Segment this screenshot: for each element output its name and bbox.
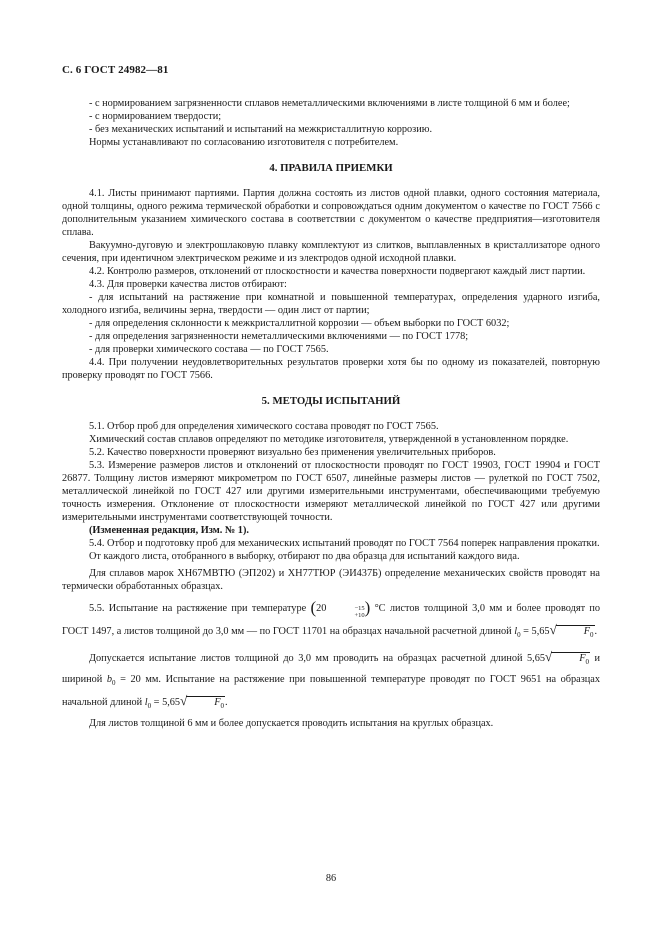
intro-item: - с нормированием загрязненности сплавов неметаллическими включениями в листе толщиной 6 мм и более; bbox=[89, 98, 570, 109]
intro-item: - без механических испытаний и испытаний на межкристаллитную коррозию. bbox=[89, 124, 433, 135]
paragraph-4-2: 4.2. Контролю размеров, отклонений от плоскостности и качества поверхности подвергают каждый лист партии. bbox=[89, 266, 586, 277]
gauge-length-formula: 5,65√ $F_0$ bbox=[527, 649, 589, 667]
page-header: С. 6 ГОСТ 24982—81 bbox=[62, 64, 169, 76]
intro-item: - с нормированием твердости; bbox=[89, 111, 222, 122]
paragraph-5-5-b: Допускается испытание листов толщиной до 3,0 мм проводить на образцах расчетной длиной 5,65√ $F_0$ и шириной $b_0 = 20$ мм. Испытание на растяжение при повышенной температуре проводят по ГОСТ 9651 на образцах начальной длиной $l_0 = 5,65√$ $F_0$. bbox=[62, 649, 601, 711]
gauge-length-formula: $l_0 = 5,65√$ $F_0$ bbox=[144, 693, 225, 711]
paragraph-4-1-b: Вакуумно-дуговую и электрошлаковую плавку комплектуют из слитков, выплавленных в кристаллизаторе одного сечения, при идентичном электрическом режиме и из электродов одной исходной плавки. bbox=[62, 240, 600, 264]
p55-text-b: °С листов толщиной 3,0 мм и более проводят по ГОСТ 1497, а листов толщиной до 3,0 мм — по ГОСТ 11701 на образцах начальной расчетной длиной bbox=[62, 603, 601, 637]
list-item-4-3: - для проверки химического состава — по ГОСТ 7565. bbox=[89, 344, 329, 355]
width-formula: $b_0$ bbox=[106, 674, 116, 688]
page-number: 86 bbox=[325, 873, 337, 884]
paragraph-4-1: 4.1. Листы принимают партиями. Партия должна состоять из листов одной плавки, одного состояния материала, одной толщины, одного режима термической обработки и сопровождаться одним документом о качестве по ГОСТ 7566 с дополнительным указанием химического состава в соответствии с документом о качестве предприятия—изготовителя сплава. bbox=[62, 188, 600, 238]
paragraph-5-2: 5.2. Качество поверхности проверяют визуально без применения увеличительных приборов. bbox=[89, 447, 496, 458]
temperature-formula: (20 −15 +10 ) bbox=[310, 598, 371, 619]
paragraph-5-5-c: Для листов толщиной 6 мм и более допускается проводить испытания на круглых образцах. bbox=[89, 718, 494, 729]
paragraph-4-3: 4.3. Для проверки качества листов отбирают: bbox=[89, 279, 287, 290]
paragraph-4-4: 4.4. При получении неудовлетворительных результатов проверки хотя бы по одному из показателей, повторную проверку проводят по ГОСТ 7566. bbox=[62, 357, 600, 381]
intro-note: Нормы устанавливают по согласованию изготовителя с потребителем. bbox=[89, 137, 399, 148]
document-page bbox=[62, 0, 600, 936]
p55-text-a: 5.5. Испытание на растяжение при температуре bbox=[89, 603, 307, 614]
paragraph-5-5: 5.5. Испытание на растяжение при температуре (20 −15 +10 ) °С листов толщиной 3,0 мм и более проводят по ГОСТ 1497, а листов толщиной до 3,0 мм — по ГОСТ 11701 на образцах начальной расчетной длиной $l_0 = 5,65√$ $F_0$. bbox=[62, 598, 601, 640]
amendment-note: (Измененная редакция, Изм. № 1). bbox=[89, 525, 249, 536]
paragraph-5-1-b: Химический состав сплавов определяют по методике изготовителя, утвержденной в установленном порядке. bbox=[89, 434, 569, 445]
page-content bbox=[62, 97, 600, 730]
gauge-length-formula: $l_0 = 5,65√$ $F_0$ bbox=[514, 622, 594, 640]
paragraph-5-3: 5.3. Измерение размеров листов и отклонений от плоскостности проводят по ГОСТ 19903, ГОСТ 19904 и ГОСТ 26877. Толщину листов измеряют микрометром по ГОСТ 6507, линейные размеры листов — рулеткой по ГОСТ 7502, металлической линейкой по ГОСТ 427 или другими измерительными инструментами, обеспечивающими требуемую точность измерения. Отклонение от плоскостности измеряют металлической линейкой по ГОСТ 427 или другими измерительными инструментами соответствующей точности. bbox=[62, 460, 600, 523]
list-item-4-3: - для определения загрязненности неметаллическими включениями — по ГОСТ 1778; bbox=[89, 331, 469, 342]
list-item-4-3: - для испытаний на растяжение при комнатной и повышенной температурах, определения ударного изгиба, холодного изгиба, величины зерна, твердости — один лист от партии; bbox=[62, 292, 600, 316]
section-4-title: 4. ПРАВИЛА ПРИЕМКИ bbox=[269, 162, 393, 174]
section-5-title: 5. МЕТОДЫ ИСПЫТАНИЙ bbox=[261, 395, 401, 407]
paragraph-5-4-c: Для сплавов марок ХН67МВТЮ (ЭП202) и ХН77ТЮР (ЭИ437Б) определение механических свойств проводят на термически обработанных образцах. bbox=[62, 568, 600, 592]
paragraph-5-4: 5.4. Отбор и подготовку проб для механических испытаний проводят по ГОСТ 7564 поперек направления прокатки. bbox=[89, 538, 600, 549]
list-item-4-3: - для определения склонности к межкристаллитной коррозии — объем выборки по ГОСТ 6032; bbox=[89, 318, 510, 329]
paragraph-5-1: 5.1. Отбор проб для определения химического состава проводят по ГОСТ 7565. bbox=[89, 421, 439, 432]
paragraph-5-4-b: От каждого листа, отобранного в выборку, отбирают по два образца для испытаний каждого вида. bbox=[89, 551, 520, 562]
